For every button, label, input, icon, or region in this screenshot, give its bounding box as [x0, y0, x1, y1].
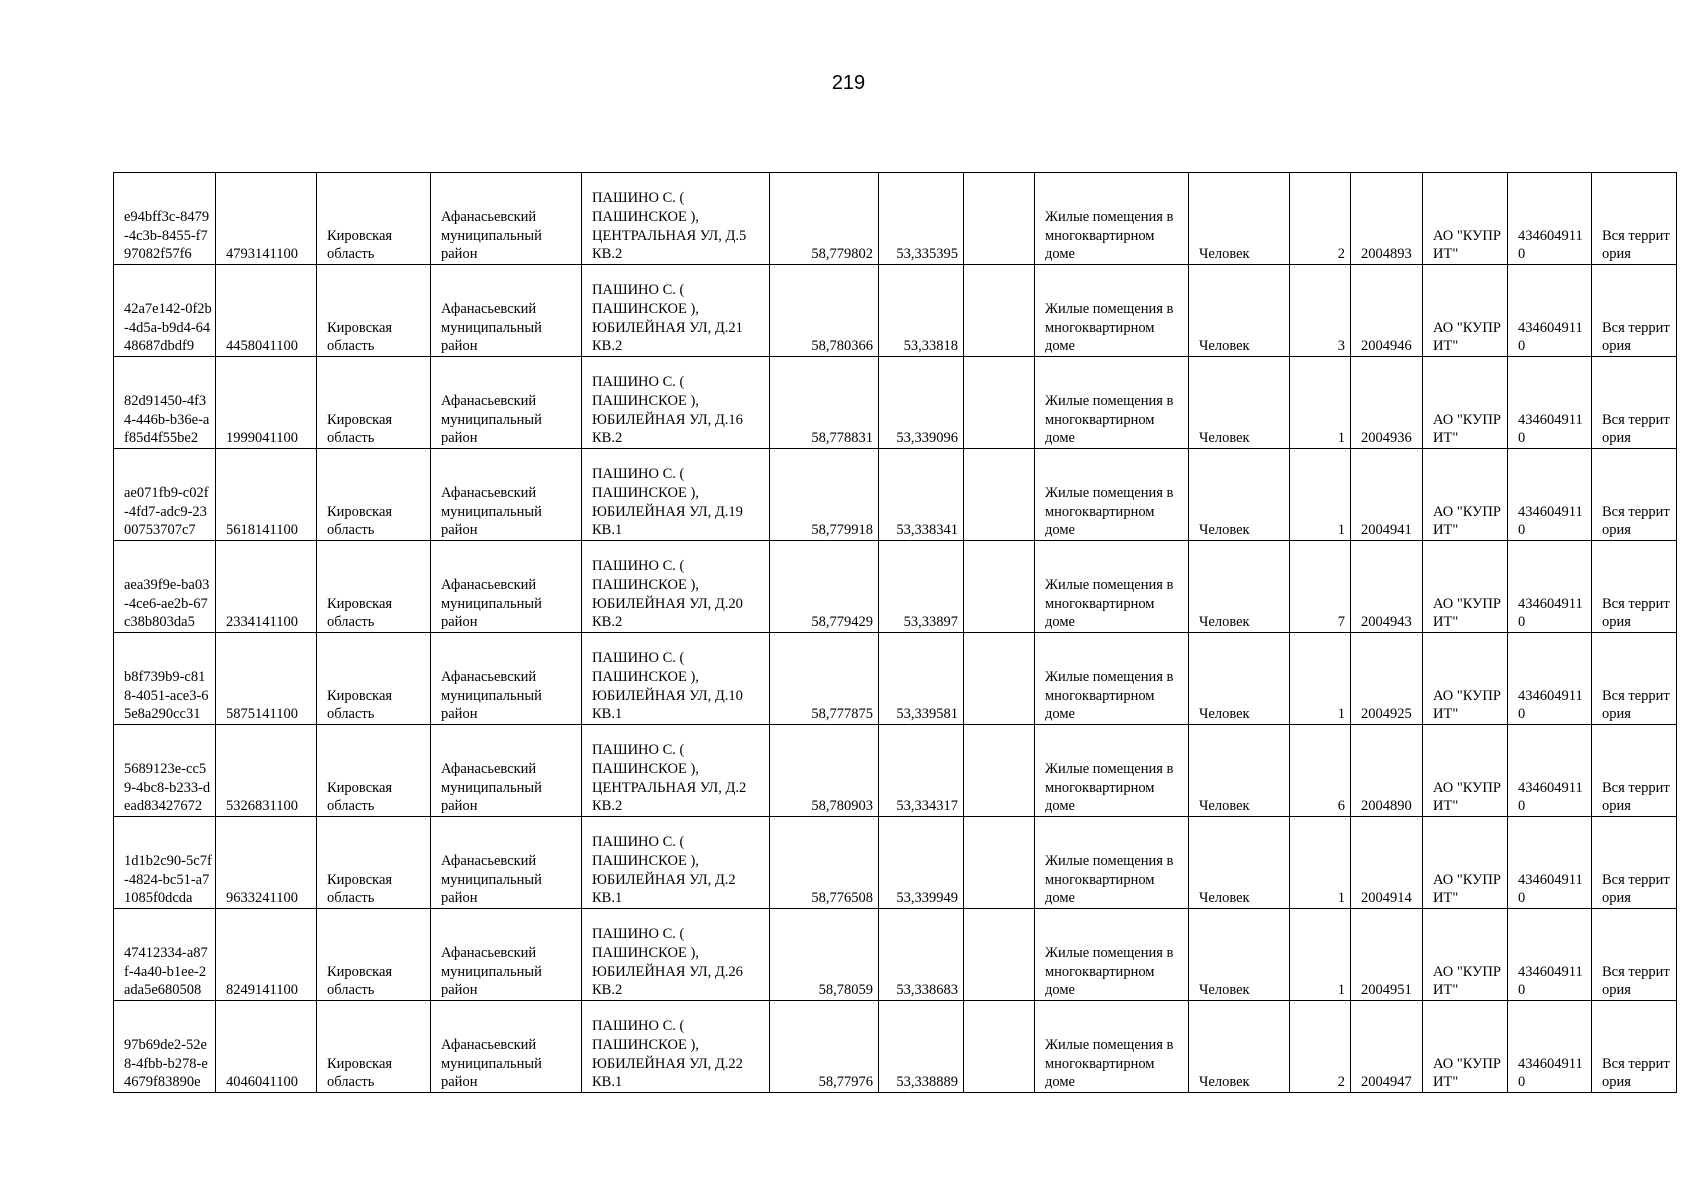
count-cell: 1	[1290, 357, 1351, 449]
district-cell: Афанасьевский муниципальный район	[431, 909, 582, 1001]
table-row	[114, 1001, 1677, 1093]
premises-type-cell: Жилые помещения в многоквартирном доме	[1035, 541, 1189, 633]
contract-cell: 2004947	[1351, 1001, 1423, 1093]
count-cell: 1	[1290, 909, 1351, 1001]
inn-cell: 4346049110	[1508, 357, 1592, 449]
region-cell: Кировская область	[317, 725, 431, 817]
unit-cell: Человек	[1189, 1001, 1290, 1093]
longitude-cell: 53,33897	[879, 541, 964, 633]
region-cell: Кировская область	[317, 1001, 431, 1093]
address-cell: ПАШИНО С. ( ПАШИНСКОЕ ), ЮБИЛЕЙНАЯ УЛ, Д.20 КВ.2	[582, 541, 770, 633]
record-id-cell: 97b69de2-52e8-4fbb-b278-e4679f83890e	[114, 1001, 216, 1093]
inn-cell: 4346049110	[1508, 725, 1592, 817]
contract-cell: 2004936	[1351, 357, 1423, 449]
code-cell: 4793141100	[216, 173, 317, 265]
address-cell: ПАШИНО С. ( ПАШИНСКОЕ ), ЮБИЛЕЙНАЯ УЛ, Д.16 КВ.2	[582, 357, 770, 449]
scope-cell: Вся территория	[1592, 1001, 1677, 1093]
table-row	[114, 817, 1677, 909]
contract-cell: 2004951	[1351, 909, 1423, 1001]
inn-cell: 4346049110	[1508, 909, 1592, 1001]
address-cell: ПАШИНО С. ( ПАШИНСКОЕ ), ЦЕНТРАЛЬНАЯ УЛ, Д.5 КВ.2	[582, 173, 770, 265]
scope-cell: Вся территория	[1592, 173, 1677, 265]
table-row	[114, 357, 1677, 449]
premises-type-cell: Жилые помещения в многоквартирном доме	[1035, 817, 1189, 909]
count-cell: 1	[1290, 633, 1351, 725]
organization-cell: АО "КУПРИТ"	[1423, 357, 1508, 449]
empty-cell	[964, 173, 1035, 265]
longitude-cell: 53,339949	[879, 817, 964, 909]
region-cell: Кировская область	[317, 173, 431, 265]
count-cell: 7	[1290, 541, 1351, 633]
unit-cell: Человек	[1189, 265, 1290, 357]
latitude-cell: 58,778831	[770, 357, 879, 449]
code-cell: 4458041100	[216, 265, 317, 357]
registry-body	[114, 173, 1677, 1093]
address-cell: ПАШИНО С. ( ПАШИНСКОЕ ), ЮБИЛЕЙНАЯ УЛ, Д.21 КВ.2	[582, 265, 770, 357]
table-row	[114, 173, 1677, 265]
empty-cell	[964, 265, 1035, 357]
count-cell: 3	[1290, 265, 1351, 357]
record-id-cell: b8f739b9-c818-4051-ace3-65e8a290cc31	[114, 633, 216, 725]
region-cell: Кировская область	[317, 633, 431, 725]
region-cell: Кировская область	[317, 541, 431, 633]
inn-cell: 4346049110	[1508, 817, 1592, 909]
code-cell: 5326831100	[216, 725, 317, 817]
organization-cell: АО "КУПРИТ"	[1423, 633, 1508, 725]
count-cell: 2	[1290, 1001, 1351, 1093]
inn-cell: 4346049110	[1508, 265, 1592, 357]
premises-type-cell: Жилые помещения в многоквартирном доме	[1035, 449, 1189, 541]
empty-cell	[964, 541, 1035, 633]
premises-type-cell: Жилые помещения в многоквартирном доме	[1035, 909, 1189, 1001]
premises-type-cell: Жилые помещения в многоквартирном доме	[1035, 173, 1189, 265]
premises-type-cell: Жилые помещения в многоквартирном доме	[1035, 265, 1189, 357]
inn-cell: 4346049110	[1508, 541, 1592, 633]
organization-cell: АО "КУПРИТ"	[1423, 265, 1508, 357]
region-cell: Кировская область	[317, 265, 431, 357]
inn-cell: 4346049110	[1508, 1001, 1592, 1093]
organization-cell: АО "КУПРИТ"	[1423, 817, 1508, 909]
record-id-cell: 82d91450-4f34-446b-b36e-af85d4f55be2	[114, 357, 216, 449]
premises-type-cell: Жилые помещения в многоквартирном доме	[1035, 633, 1189, 725]
organization-cell: АО "КУПРИТ"	[1423, 909, 1508, 1001]
premises-type-cell: Жилые помещения в многоквартирном доме	[1035, 1001, 1189, 1093]
scope-cell: Вся территория	[1592, 725, 1677, 817]
longitude-cell: 53,338683	[879, 909, 964, 1001]
district-cell: Афанасьевский муниципальный район	[431, 633, 582, 725]
district-cell: Афанасьевский муниципальный район	[431, 541, 582, 633]
longitude-cell: 53,339096	[879, 357, 964, 449]
longitude-cell: 53,339581	[879, 633, 964, 725]
region-cell: Кировская область	[317, 449, 431, 541]
scope-cell: Вся территория	[1592, 449, 1677, 541]
address-cell: ПАШИНО С. ( ПАШИНСКОЕ ), ЮБИЛЕЙНАЯ УЛ, Д.19 КВ.1	[582, 449, 770, 541]
table-row	[114, 633, 1677, 725]
longitude-cell: 53,334317	[879, 725, 964, 817]
scope-cell: Вся территория	[1592, 909, 1677, 1001]
contract-cell: 2004925	[1351, 633, 1423, 725]
code-cell: 5618141100	[216, 449, 317, 541]
unit-cell: Человек	[1189, 909, 1290, 1001]
code-cell: 9633241100	[216, 817, 317, 909]
scope-cell: Вся территория	[1592, 633, 1677, 725]
inn-cell: 4346049110	[1508, 449, 1592, 541]
organization-cell: АО "КУПРИТ"	[1423, 449, 1508, 541]
record-id-cell: 1d1b2c90-5c7f-4824-bc51-a71085f0dcda	[114, 817, 216, 909]
count-cell: 2	[1290, 173, 1351, 265]
premises-type-cell: Жилые помещения в многоквартирном доме	[1035, 357, 1189, 449]
table-row	[114, 449, 1677, 541]
region-cell: Кировская область	[317, 357, 431, 449]
district-cell: Афанасьевский муниципальный район	[431, 173, 582, 265]
premises-type-cell: Жилые помещения в многоквартирном доме	[1035, 725, 1189, 817]
organization-cell: АО "КУПРИТ"	[1423, 1001, 1508, 1093]
page-number: 219	[831, 72, 866, 94]
code-cell: 4046041100	[216, 1001, 317, 1093]
count-cell: 6	[1290, 725, 1351, 817]
empty-cell	[964, 725, 1035, 817]
longitude-cell: 53,33818	[879, 265, 964, 357]
longitude-cell: 53,338341	[879, 449, 964, 541]
latitude-cell: 58,777875	[770, 633, 879, 725]
address-cell: ПАШИНО С. ( ПАШИНСКОЕ ), ЮБИЛЕЙНАЯ УЛ, Д.22 КВ.1	[582, 1001, 770, 1093]
code-cell: 1999041100	[216, 357, 317, 449]
organization-cell: АО "КУПРИТ"	[1423, 173, 1508, 265]
table-row	[114, 265, 1677, 357]
organization-cell: АО "КУПРИТ"	[1423, 541, 1508, 633]
contract-cell: 2004946	[1351, 265, 1423, 357]
inn-cell: 4346049110	[1508, 633, 1592, 725]
latitude-cell: 58,77976	[770, 1001, 879, 1093]
record-id-cell: 42a7e142-0f2b-4d5a-b9d4-6448687dbdf9	[114, 265, 216, 357]
record-id-cell: aea39f9e-ba03-4ce6-ae2b-67c38b803da5	[114, 541, 216, 633]
record-id-cell: ae071fb9-c02f-4fd7-adc9-2300753707c7	[114, 449, 216, 541]
latitude-cell: 58,776508	[770, 817, 879, 909]
registry-table	[113, 172, 1677, 1093]
table-row	[114, 541, 1677, 633]
district-cell: Афанасьевский муниципальный район	[431, 449, 582, 541]
code-cell: 5875141100	[216, 633, 317, 725]
unit-cell: Человек	[1189, 357, 1290, 449]
unit-cell: Человек	[1189, 817, 1290, 909]
district-cell: Афанасьевский муниципальный район	[431, 1001, 582, 1093]
region-cell: Кировская область	[317, 909, 431, 1001]
inn-cell: 4346049110	[1508, 173, 1592, 265]
district-cell: Афанасьевский муниципальный район	[431, 817, 582, 909]
contract-cell: 2004893	[1351, 173, 1423, 265]
address-cell: ПАШИНО С. ( ПАШИНСКОЕ ), ЮБИЛЕЙНАЯ УЛ, Д.2 КВ.1	[582, 817, 770, 909]
empty-cell	[964, 633, 1035, 725]
table-row	[114, 909, 1677, 1001]
unit-cell: Человек	[1189, 725, 1290, 817]
contract-cell: 2004914	[1351, 817, 1423, 909]
district-cell: Афанасьевский муниципальный район	[431, 265, 582, 357]
district-cell: Афанасьевский муниципальный район	[431, 357, 582, 449]
empty-cell	[964, 357, 1035, 449]
address-cell: ПАШИНО С. ( ПАШИНСКОЕ ), ЮБИЛЕЙНАЯ УЛ, Д.26 КВ.2	[582, 909, 770, 1001]
table-row	[114, 725, 1677, 817]
code-cell: 8249141100	[216, 909, 317, 1001]
contract-cell: 2004941	[1351, 449, 1423, 541]
address-cell: ПАШИНО С. ( ПАШИНСКОЕ ), ЮБИЛЕЙНАЯ УЛ, Д.10 КВ.1	[582, 633, 770, 725]
unit-cell: Человек	[1189, 633, 1290, 725]
longitude-cell: 53,335395	[879, 173, 964, 265]
count-cell: 1	[1290, 817, 1351, 909]
empty-cell	[964, 909, 1035, 1001]
district-cell: Афанасьевский муниципальный район	[431, 725, 582, 817]
latitude-cell: 58,78059	[770, 909, 879, 1001]
record-id-cell: e94bff3c-8479-4c3b-8455-f797082f57f6	[114, 173, 216, 265]
empty-cell	[964, 817, 1035, 909]
scope-cell: Вся территория	[1592, 817, 1677, 909]
latitude-cell: 58,779802	[770, 173, 879, 265]
latitude-cell: 58,779429	[770, 541, 879, 633]
scope-cell: Вся территория	[1592, 541, 1677, 633]
unit-cell: Человек	[1189, 449, 1290, 541]
code-cell: 2334141100	[216, 541, 317, 633]
count-cell: 1	[1290, 449, 1351, 541]
scope-cell: Вся территория	[1592, 265, 1677, 357]
latitude-cell: 58,780366	[770, 265, 879, 357]
record-id-cell: 5689123e-cc59-4bc8-b233-dead83427672	[114, 725, 216, 817]
contract-cell: 2004943	[1351, 541, 1423, 633]
region-cell: Кировская область	[317, 817, 431, 909]
latitude-cell: 58,779918	[770, 449, 879, 541]
unit-cell: Человек	[1189, 541, 1290, 633]
record-id-cell: 47412334-a87f-4a40-b1ee-2ada5e680508	[114, 909, 216, 1001]
longitude-cell: 53,338889	[879, 1001, 964, 1093]
organization-cell: АО "КУПРИТ"	[1423, 725, 1508, 817]
empty-cell	[964, 1001, 1035, 1093]
latitude-cell: 58,780903	[770, 725, 879, 817]
contract-cell: 2004890	[1351, 725, 1423, 817]
empty-cell	[964, 449, 1035, 541]
scope-cell: Вся территория	[1592, 357, 1677, 449]
unit-cell: Человек	[1189, 173, 1290, 265]
address-cell: ПАШИНО С. ( ПАШИНСКОЕ ), ЦЕНТРАЛЬНАЯ УЛ, Д.2 КВ.2	[582, 725, 770, 817]
